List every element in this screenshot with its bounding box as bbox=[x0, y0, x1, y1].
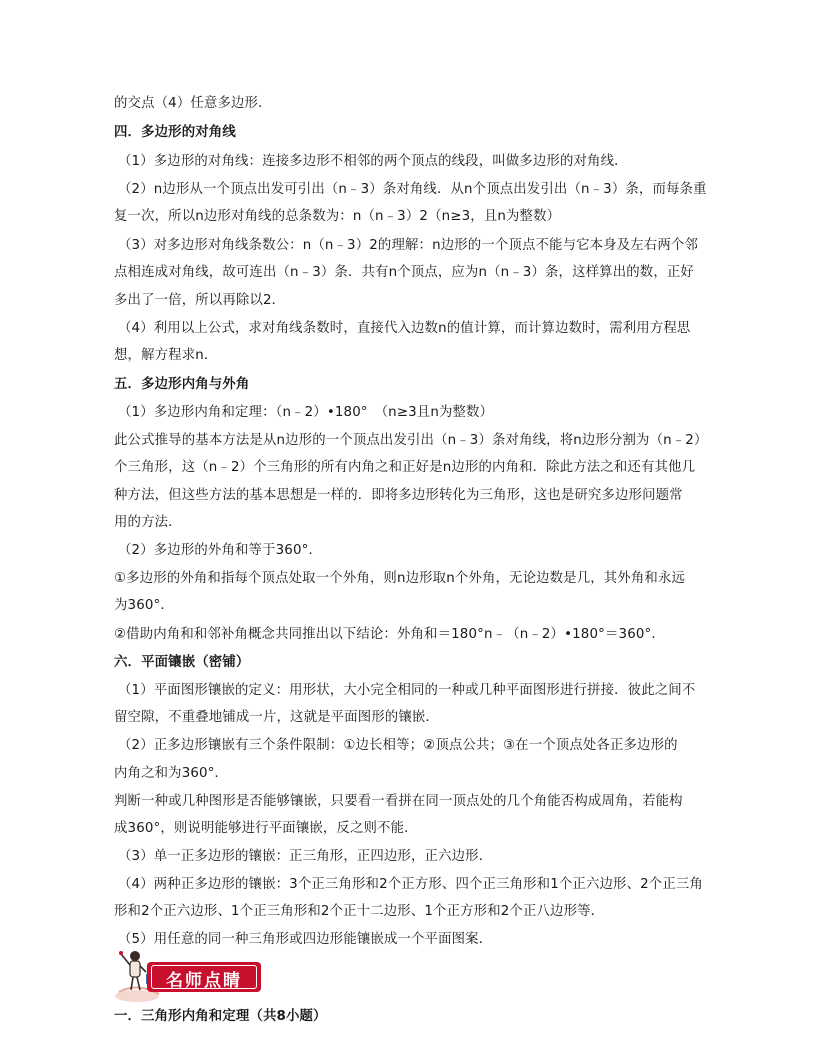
text-line: 留空隙，不重叠地铺成一片，这就是平面图形的镶嵌． bbox=[114, 710, 439, 725]
text-line: （5）用任意的同一种三角形或四边形能镶嵌成一个平面图案． bbox=[118, 932, 493, 947]
text-line: 形和2个正六边形、1个正三角形和2个正十二边形、1个正方形和2个正八边形等． bbox=[114, 904, 605, 919]
text-line: （1）平面图形镶嵌的定义：用形状，大小完全相同的一种或几种平面图形进行拼接．彼此之间不 bbox=[118, 683, 696, 698]
section-heading-tessellation: 六．平面镶嵌（密铺） bbox=[114, 655, 250, 670]
text-line: ①多边形的外角和指每个顶点处取一个外角，则n边形取n个外角，无论边数是几，其外角和永远 bbox=[114, 571, 686, 586]
text-line: 成360°，则说明能够进行平面镶嵌，反之则不能． bbox=[114, 821, 418, 836]
text-line: （1）多边形内角和定理：（n﹣2）•180° （n≥3且n为整数） bbox=[118, 405, 494, 420]
section-heading-triangle: 一．三角形内角和定理（共8小题） bbox=[114, 1009, 327, 1024]
text-line: 判断一种或几种图形是否能够镶嵌，只要看一看拼在同一顶点处的几个角能否构成周角，若能构 bbox=[114, 794, 683, 809]
text-line: 的交点（4）任意多边形． bbox=[114, 96, 272, 111]
text-line: （1）多边形的对角线：连接多边形不相邻的两个顶点的线段，叫做多边形的对角线． bbox=[118, 154, 628, 169]
text-line: 个三角形，这（n﹣2）个三角形的所有内角之和正好是n边形的内角和．除此方法之和还有其他几 bbox=[114, 460, 696, 475]
text-line: 此公式推导的基本方法是从n边形的一个顶点出发引出（n﹣3）条对角线，将n边形分割为（n﹣2） bbox=[114, 433, 708, 448]
text-line: 想，解方程求n． bbox=[114, 348, 218, 363]
text-line: 为360°． bbox=[114, 598, 174, 613]
text-line: （2）多边形的外角和等于360°． bbox=[118, 543, 323, 558]
text-line: （2）正多边形镶嵌有三个条件限制：①边长相等；②顶点公共；③在一个顶点处各正多边形的 bbox=[118, 738, 678, 753]
text-line: 多出了一倍，所以再除以2． bbox=[114, 293, 286, 308]
text-line: ②借助内角和和邻补角概念共同推出以下结论：外角和＝180°n﹣（n﹣2）•180°＝360°． bbox=[114, 627, 665, 642]
text-line: （3）单一正多边形的镶嵌：正三角形，正四边形，正六边形． bbox=[118, 849, 493, 864]
text-line: 种方法，但这些方法的基本思想是一样的．即将多边形转化为三角形，这也是研究多边形问题常 bbox=[114, 488, 683, 503]
text-line: 点相连成对角线，故可连出（n﹣3）条．共有n个顶点，应为n（n﹣3）条，这样算出的数，正好 bbox=[114, 265, 694, 280]
text-line: （4）利用以上公式，求对角线条数时，直接代入边数n的值计算，而计算边数时，需利用方程思 bbox=[118, 321, 691, 336]
section-heading-angles: 五．多边形内角与外角 bbox=[114, 377, 250, 392]
text-line: 内角之和为360°． bbox=[114, 766, 229, 781]
text-line: （2）n边形从一个顶点出发可引出（n﹣3）条对角线．从n个顶点出发引出（n﹣3）条，而每条重 bbox=[118, 182, 707, 197]
teacher-tips-banner bbox=[113, 944, 263, 1004]
text-line: （4）两种正多边形的镶嵌：3个正三角形和2个正方形、四个正三角形和1个正六边形、2个正三角 bbox=[118, 877, 703, 892]
text-line: 用的方法． bbox=[114, 515, 182, 530]
text-line: 复一次，所以n边形对角线的总条数为：n（n﹣3）2（n≥3，且n为整数） bbox=[114, 209, 561, 224]
badge-label: 名师点睛 bbox=[166, 971, 242, 991]
section-heading-diagonals: 四．多边形的对角线 bbox=[114, 125, 236, 140]
teacher-tips-badge bbox=[147, 962, 261, 992]
text-line: （3）对多边形对角线条数公：n（n﹣3）2的理解：n边形的一个顶点不能与它本身及左右两个邻 bbox=[118, 238, 699, 253]
